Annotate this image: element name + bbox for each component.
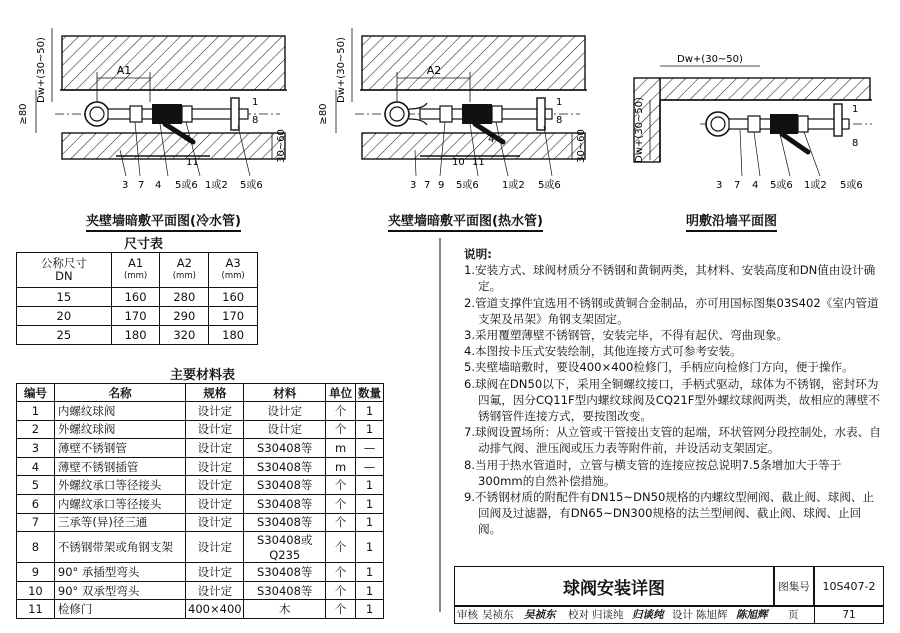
review-label: 审核 [457,609,478,621]
cold-label: 3 [122,180,129,191]
cell: 设计定 [186,532,244,563]
cell: 3 [17,439,55,458]
cold-label: 11 [186,157,199,168]
exposed-fitting [748,116,760,132]
exposed-label: 8 [852,138,859,149]
cell: 1 [356,476,384,495]
page-number: 71 [814,606,884,624]
hot-label: 5或6 [456,180,479,191]
exposed-label: 5或6 [770,180,793,191]
cell: 个 [326,532,356,563]
hot-label: 1或2 [502,180,525,191]
cell: 不锈钢带架或角钢支架 [54,532,185,563]
cell: 2 [17,420,55,439]
cell: 400×400 [186,600,244,619]
cell: 10 [17,581,55,600]
hot-label: 5或6 [538,180,561,191]
cell: 1 [356,600,384,619]
hot-label: 3 [410,180,417,191]
cell: 个 [326,513,356,532]
cold-label: 1 [252,97,259,108]
exposed-wall-top [660,78,870,100]
cold-dim-a-text: A1 [116,64,132,77]
cell: 11 [17,600,55,619]
table-row [17,288,258,307]
cell: 1 [356,581,384,600]
note-item: 9.不锈钢材质的附配件有DN15~DN50规格的内螺纹型闸阀、截止阀、球阀、止回阀及过滤器，有DN65~DN300规格的法兰型闸阀、截止阀、球阀、止回阀。 [464,490,875,537]
exposed-label: 7 [734,180,741,191]
cell: 290 [160,307,209,326]
cell: S30408等 [244,494,326,513]
cell: 设计定 [186,513,244,532]
cell: 280 [160,288,209,307]
exposed-valve-handle [782,134,808,152]
cold-label: 7 [138,180,145,191]
cold-wall-bottom [62,133,285,159]
cell: 个 [326,494,356,513]
cell: 1 [356,563,384,582]
exposed-support [834,104,842,136]
table-row [17,494,384,513]
cold-water-plan [18,28,287,191]
cold-caption: 夹壁墙暗敷平面图(冷水管) [86,210,241,229]
cold-dim-top-text: Dw+(30~50) [36,37,47,103]
hot-label: 11 [472,157,485,168]
table-row [17,457,384,476]
header-name: 名称 [54,384,185,402]
designer: 陈旭辉 [696,609,728,621]
table-header-row [17,384,384,402]
header-material: 材料 [244,384,326,402]
title-block [454,566,884,624]
exposed-valve-nut [798,116,808,132]
cold-wall-top [62,36,285,90]
cell: 内螺纹承口等径接头 [54,494,185,513]
cold-dim-right-text: 30~60 [276,129,287,163]
cell: 设计定 [244,420,326,439]
cold-label: 4 [155,180,162,191]
table-row [17,420,384,439]
cell: 1 [356,402,384,421]
header-a1: A1 (mm) [111,253,160,288]
reviewer-signature: 吴祯东 [524,609,556,621]
table-row [17,581,384,600]
hot-label: 4 [488,134,495,145]
cell: 设计定 [186,494,244,513]
exposed-dim-top-text: Dw+(30~50) [677,54,743,65]
exposed-label: 5或6 [840,180,863,191]
cold-label: 8 [252,115,259,126]
cell: 设计定 [244,402,326,421]
cell: 4 [17,457,55,476]
hot-caption: 夹壁墙暗敷平面图(热水管) [388,210,543,229]
cold-label: 1或2 [205,180,228,191]
exposed-riser-inner [711,117,725,131]
cell: S30408等 [244,476,326,495]
note-item: 7.球阀设置场所：从立管或干管接出支管的起端，环状管网分段控制处，水表、自动排气阀、泄压阀或压力表等附件前，并设活动支架固定。 [464,425,881,456]
cell: 320 [160,326,209,345]
header-spec: 规格 [186,384,244,402]
cell: 木 [244,600,326,619]
cell: 170 [111,307,160,326]
hot-label: 8 [556,115,563,126]
page-label: 页 [788,609,799,621]
header-a2: A2 (mm) [160,253,209,288]
cell: 160 [111,288,160,307]
cell: 薄壁不锈钢管 [54,439,185,458]
cell: 外螺纹球阀 [54,420,185,439]
hot-dim-right-text: 30~60 [576,129,587,163]
hot-label: 7 [424,180,431,191]
cell: 6 [17,494,55,513]
table-row [17,439,384,458]
reviewer: 吴祯东 [482,609,514,621]
cell: 1 [356,420,384,439]
cell: 1 [356,513,384,532]
cell: 个 [326,563,356,582]
exposed-caption: 明敷沿墙平面图 [686,210,777,229]
notes-list [464,262,882,537]
exposed-label: 1 [852,104,859,115]
exposed-leaders [804,132,820,176]
exposed-leaders [754,132,760,176]
cell: 检修门 [54,600,185,619]
exposed-leaders [740,130,742,176]
cell: 设计定 [186,402,244,421]
check-label: 校对 [568,609,589,621]
cell: 5 [17,476,55,495]
header-unit: 单位 [326,384,356,402]
cell: S30408等 [244,513,326,532]
cold-dim-left-text: ≥80 [18,103,29,125]
note-item: 5.夹壁墙暗敷时，要设400×400检修门，手柄应向检修门方向，便于操作。 [464,360,854,375]
cold-valve-nut [182,106,192,122]
cell: 8 [17,532,55,563]
cell: 个 [326,420,356,439]
hot-label: 9 [438,180,445,191]
table-row [17,402,384,421]
checker-signature: 归谈纯 [632,609,664,621]
note-item: 4.本图按卡压式安装绘制，其他连接方式可参考安装。 [464,344,742,359]
designer-signature: 陈旭辉 [736,609,768,621]
cell: — [356,457,384,476]
header-a3: A3 (mm) [209,253,258,288]
header-size: 公称尺寸 DN [17,253,112,288]
table-row [17,307,258,326]
hot-riser-inner [390,107,404,121]
hot-dim-top-text: Dw+(30~50) [336,37,347,103]
hot-water-plan [318,28,587,191]
design-label: 设计 [672,609,693,621]
cell: S30408或Q235 [244,532,326,563]
header-no: 编号 [17,384,55,402]
atlas-number: 10S407-2 [814,566,884,606]
cell: 1 [356,494,384,513]
hot-valve-nut [492,106,502,122]
cell: 90° 双承型弯头 [54,581,185,600]
checker: 归谈纯 [592,609,624,621]
table-row [17,326,258,345]
cell: 个 [326,476,356,495]
cell: 160 [209,288,258,307]
cell: 薄壁不锈钢插管 [54,457,185,476]
exposed-label: 3 [716,180,723,191]
cold-valve-body [152,104,182,124]
material-rows [17,402,384,619]
cold-label: 4 [184,134,191,145]
cell: S30408等 [244,563,326,582]
material-table [16,383,384,619]
notes [464,246,882,538]
cell: 设计定 [186,420,244,439]
table-row [17,532,384,563]
atlas-label: 图集号 [774,566,814,606]
cell: 25 [17,326,112,345]
cell: 个 [326,600,356,619]
dimension-table [16,252,258,345]
hot-wall-top [362,36,585,90]
hot-fitting [440,106,452,122]
mat-table-title: 主要材料表 [170,368,236,383]
cell: 设计定 [186,439,244,458]
cold-support [231,98,239,130]
note-item: 1.安装方式、球阀材质分不锈钢和黄铜两类，其材料、安装高度和DN值由设计确定。 [464,263,876,294]
cell: 个 [326,402,356,421]
cell: 个 [326,581,356,600]
notes-heading: 说明: [464,247,492,261]
cell: — [356,439,384,458]
cell: 180 [209,326,258,345]
table-row [17,563,384,582]
exposed-plan [634,54,872,191]
header-qty: 数量 [356,384,384,402]
cell: 9 [17,563,55,582]
cell: 170 [209,307,258,326]
cold-riser-inner [90,107,104,121]
hot-dim-left-text: ≥80 [318,103,329,125]
cold-fitting [130,106,142,122]
hot-dim-a-text: A2 [426,64,442,77]
note-item: 3.采用覆塑薄壁不锈钢管，安装完毕，不得有起伏、弯曲现象。 [464,328,789,343]
table-row [17,513,384,532]
cell: S30408等 [244,457,326,476]
exposed-label: 4 [752,180,759,191]
cell: 180 [111,326,160,345]
cell: 7 [17,513,55,532]
cell: 1 [17,402,55,421]
cell: 1 [356,532,384,563]
cell: 设计定 [186,457,244,476]
cell: 内螺纹球阀 [54,402,185,421]
cell: 设计定 [186,476,244,495]
exposed-label: 1或2 [804,180,827,191]
cell: 三承等(异)径三通 [54,513,185,532]
cell: 90° 承插型弯头 [54,563,185,582]
note-item: 8.当用于热水管道时，立管与横支管的连接应按总说明7.5条增加大于等于300mm的自然补偿措施。 [464,457,842,488]
cell: S30408等 [244,439,326,458]
cell: S30408等 [244,581,326,600]
cold-label: 5或6 [240,180,263,191]
cell: 设计定 [186,563,244,582]
hot-valve-body [462,104,492,124]
table-row [17,600,384,619]
cell: 设计定 [186,581,244,600]
cell: 外螺纹承口等径接头 [54,476,185,495]
cell: 20 [17,307,112,326]
table-row [17,476,384,495]
cell: m [326,457,356,476]
hot-support [537,98,545,130]
dim-table-title: 尺寸表 [124,237,164,252]
hot-label: 10 [452,157,465,168]
drawing-title: 球阀安装详图 [454,566,774,606]
hot-label: 1 [556,97,563,108]
note-item: 6.球阀在DN50以下，采用全铜螺纹接口，手柄式驱动，球体为不锈钢，密封环为四氟，因分CQ11F型内螺纹球阀及CQ21F型外螺纹球阀两类，故相应的薄壁不锈钢管件连接方式，要按图改变。 [464,376,880,424]
table-header-row [17,253,258,288]
cell: 15 [17,288,112,307]
cold-label: 5或6 [175,180,198,191]
note-item: 2.管道支撑件宜选用不锈钢或黄铜合金制品，亦可用国标图集03S402《室内管道支架及吊架》角钢支架固定。 [464,295,879,326]
exposed-valve-body [770,114,798,134]
exposed-dim-side-text: Dw+(30~50) [634,97,645,163]
cell: m [326,439,356,458]
